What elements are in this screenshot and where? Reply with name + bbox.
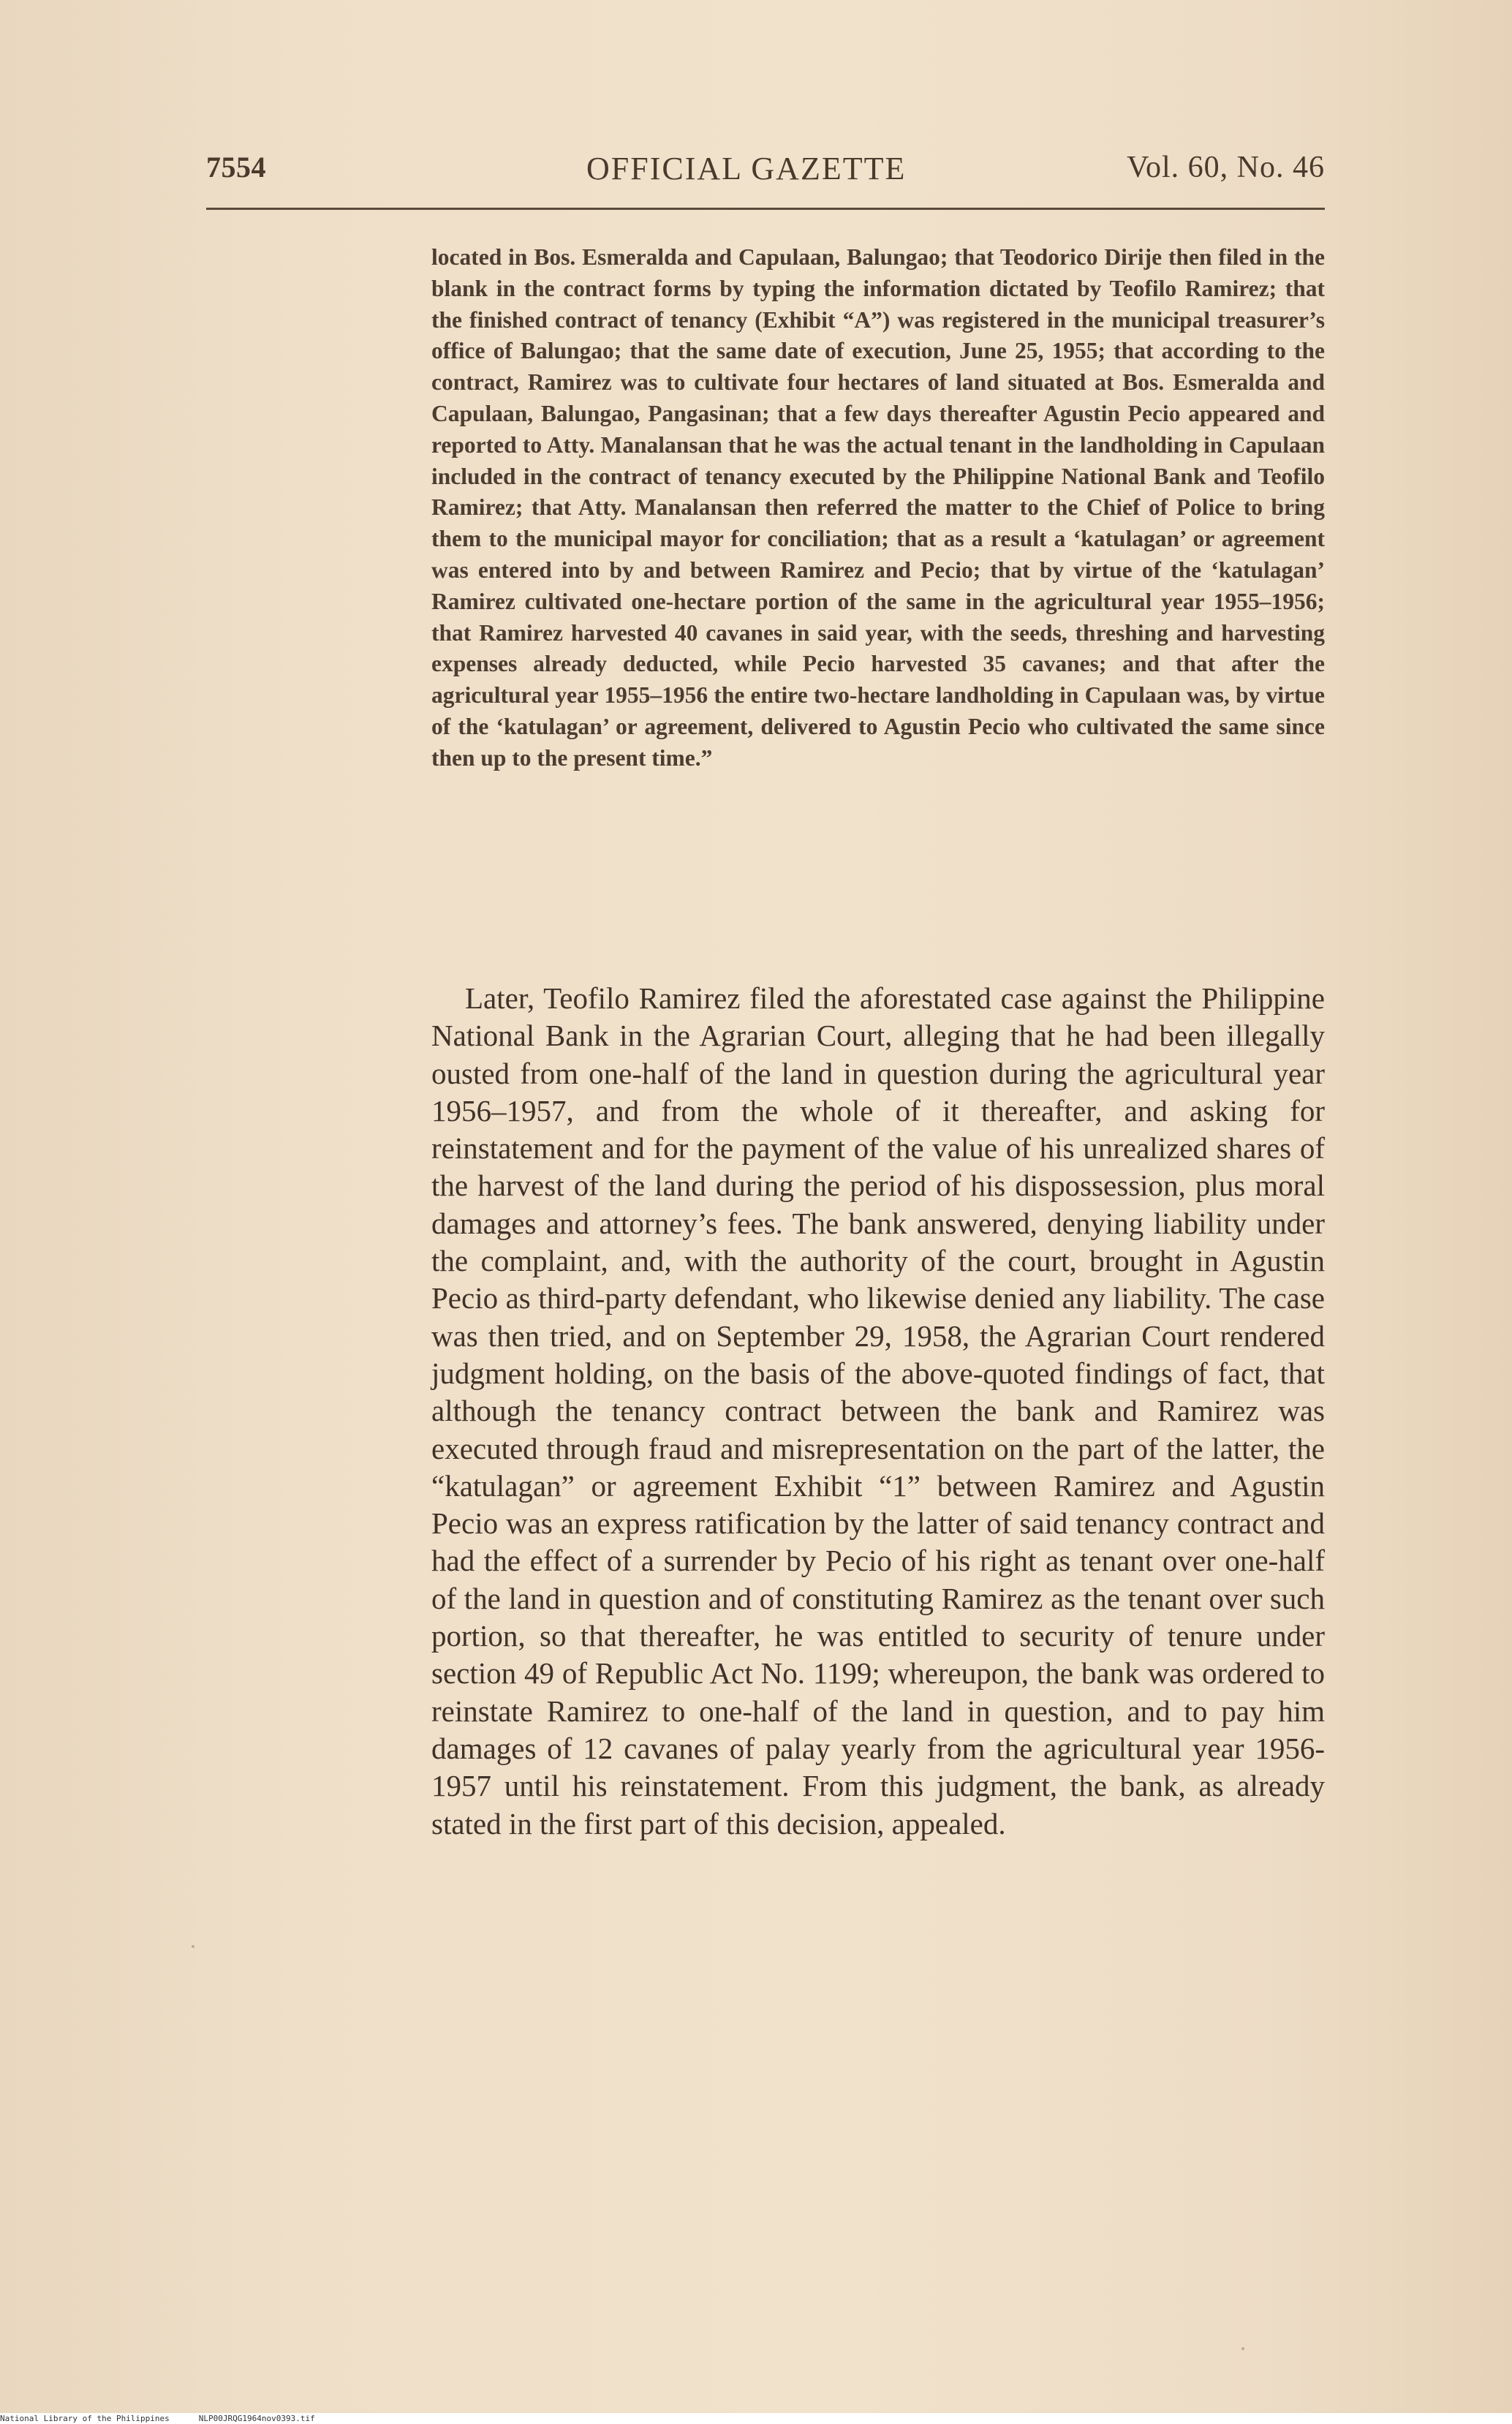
- quoted-findings-text: located in Bos. Esmeralda and Capulaan, Balungao; that Teodorico Dirije then filed in the blank in the contract forms by typing the information dictated by Teofilo Ramirez; that the finished contract of tenancy (Exhibit “A”) was registered in the municipal treasurer’s office of Balungao; that the same date of execution, June 25, 1955; that according to the contract, Ramirez was to cultivate four hectares of land situated at Bos. Esmeralda and Capulaan, Balungao, Pangasinan; that a few days thereafter Agustin Pecio appeared and reported to Atty. Manalansan that he was the actual tenant in the landholding in Capulaan included in the contract of tenancy executed by the Philippine National Bank and Teofilo Ramirez; that Atty. Manalansan then referred the matter to the Chief of Police to bring them to the municipal mayor for conciliation; that as a result a ‘katulagan’ or agreement was entered into by and between Ramirez and Pecio; that by virtue of the ‘katulagan’ Ramirez cultivated one-hectare portion of the same in the agricultural year 1955–1956; that Ramirez harvested 40 cavanes in said year, with the seeds, threshing and harvesting expenses already deducted, while Pecio harvested 35 cavanes; and that after the agricultural year 1955–1956 the entire two-hectare landholding in Capulaan was, by virtue of the ‘katulagan’ or agreement, delivered to Agustin Pecio who cultivated the same since then up to the present time.”: [431, 244, 1325, 771]
- paper-speck: [192, 1945, 194, 1948]
- scan-file-id: NLP00JRQG1964nov0393.tif: [198, 2414, 315, 2423]
- quoted-findings-block: [431, 242, 1325, 774]
- page-number: 7554: [206, 151, 266, 184]
- paper-speck: [1241, 2347, 1244, 2350]
- header-rule: [206, 208, 1325, 210]
- scan-footer: [0, 2413, 1512, 2424]
- page-header: [206, 150, 1325, 201]
- volume-number: Vol. 60, No. 46: [1127, 151, 1325, 184]
- body-paragraph: Later, Teofilo Ramirez filed the aforestated case against the Philippine National Bank in the Agrarian Court, alleging that he had been illegally ousted from one-half of the land in question during the agricultural year 1956–1957, and from the whole of it thereafter, and asking for reinstatement and for the payment of the value of his unrealized shares of the harvest of the land during the period of his dispossession, plus moral damages and attorney’s fees. The bank answered, denying liability under the complaint, and, with the authority of the court, brought in Agustin Pecio as third-party defendant, who likewise denied any liability. The case was then tried, and on September 29, 1958, the Agrarian Court rendered judgment holding, on the basis of the above-quoted findings of fact, that although the tenancy contract between the bank and Ramirez was executed through fraud and misrepresentation on the part of the latter, the “katulagan” or agreement Exhibit “1” between Ramirez and Agustin Pecio was an express ratification by the latter of said tenancy contract and had the effect of a surrender by Pecio of his right as tenant over one-half of the land in question and of constituting Ramirez as the tenant over such portion, so that thereafter, he was entitled to security of tenure under section 49 of Republic Act No. 1199; whereupon, the bank was ordered to reinstate Ramirez to one-half of the land in question, and to pay him damages of 12 cavanes of palay yearly from the agricultural year 1956-1957 until his reinstatement. From this judgment, the bank, as already stated in the first part of this decision, appealed.: [431, 981, 1325, 1840]
- library-credit: National Library of the Philippines: [0, 2414, 170, 2423]
- main-body: [431, 980, 1325, 1843]
- publication-title: OFFICIAL GAZETTE: [586, 151, 907, 186]
